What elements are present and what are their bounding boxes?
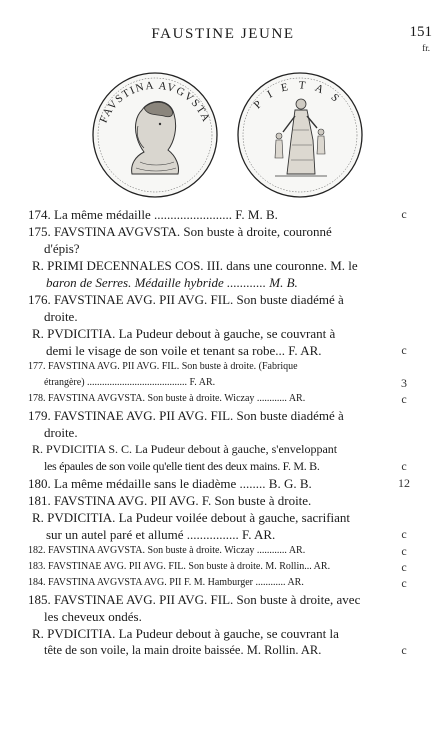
page-number: 151 [409,24,432,40]
entry-text: étrangère) ........................................ F. AR. [44,377,216,388]
catalogue-entry-183 [0,559,446,575]
entry-text: 182. FAVSTINA AVGVSTA. Son buste à droite. Wiczay ............ AR. [28,545,306,556]
catalogue-entry-174 [0,206,446,223]
coin-illustrations [90,70,360,200]
entry-text: 174. La même médaille ........................ F. M. B. [28,207,278,222]
catalogue-entry-185 [0,591,446,625]
catalogue-entry-184 [0,575,446,591]
entry-text: 180. La même médaille sans le diadème ........ B. G. B. [28,476,312,491]
rarity-value: c [401,576,407,590]
entry-text: tête de son voile, la main droite baissée. M. Rollin. AR. [44,643,322,657]
catalogue-entry-179 [0,407,446,441]
catalogue-entry-176-reverse [0,325,446,359]
entry-text: 185. FAVSTINAE AVG. PII AVG. FIL. Son buste à droite, avec [28,592,361,607]
entry-text: R. PVDICITIA. La Pudeur voilée debout à gauche, sacrifiant [32,510,351,525]
entry-text: 181. FAVSTINA AVG. PII AVG. F. Son buste à droite. [28,493,312,508]
catalogue-entry-179-reverse [0,441,446,475]
entry-text: R. PVDICITIA S. C. La Pudeur debout à gauche, s'enveloppant [32,442,338,456]
entry-text: les épaules de son voile qu'elle tient des deux mains. F. M. B. [44,459,320,473]
rarity-value: 12 [398,476,410,490]
catalogue-entry-175-reverse [0,257,446,291]
entry-text: 175. FAVSTINA AVGVSTA. Son buste à droite, couronné [28,224,332,239]
reverse-legend: PIETAS [251,79,349,112]
catalogue-entry-175 [0,223,446,257]
catalogue-entry-180 [0,475,446,492]
entry-text: les cheveux ondés. [44,609,142,624]
rarity-value: c [401,207,407,221]
rarity-value: c [401,527,407,541]
coin-obverse-image [90,70,220,200]
entry-text: droite. [44,309,78,324]
rarity-value: c [401,459,407,473]
entry-text: 179. FAVSTINAE AVG. PII AVG. FIL. Son buste diadémé à [28,408,344,423]
entry-text: droite. [44,425,78,440]
entry-text: R. PVDICITIA. La Pudeur debout à gauche, se couvrant la [32,626,339,641]
entry-text: demi le visage de son voile et tenant sa robe... F. AR. [46,343,322,358]
rarity-value: 3 [401,376,407,390]
rarity-value: c [401,560,407,574]
coin-reverse-drawing [235,70,365,200]
entry-text: 178. FAVSTINA AVGVSTA. Son buste à droite. Wiczay ............ AR. [28,393,306,404]
rarity-value: c [401,643,407,657]
catalogue-entry-178 [0,391,446,407]
rarity-value: c [401,544,407,558]
page-title: FAUSTINE JEUNE [151,26,295,42]
entry-text: 177. FAVSTINA AVG. PII AVG. FIL. Son buste à droite. (Fabrique [28,361,298,372]
catalogue-entry-181 [0,492,446,509]
coin-obverse-drawing [90,70,220,200]
entry-text: R. PVDICITIA. La Pudeur debout à gauche, se couvrant à [32,326,336,341]
catalogue-entries [0,206,446,659]
catalogue-entry-185-reverse [0,625,446,659]
entry-text: 183. FAVSTINAE AVG. PII AVG. FIL. Son buste à droite. M. Rollin... AR. [28,561,331,572]
catalogue-entry-177 [0,359,446,391]
catalogue-entry-176 [0,291,446,325]
rarity-value: c [401,343,407,357]
coin-reverse-image [235,70,365,200]
entry-text: sur un autel paré et allumé ................ F. AR. [46,527,276,542]
entry-text: baron de Serres. Médaille hybride ............ M. B. [46,275,298,290]
catalogue-entry-181-reverse [0,509,446,543]
rarity-value: c [401,392,407,406]
catalogue-entry-182 [0,543,446,559]
entry-text: 184. FAVSTINA AVGVSTA AVG. PII F. M. Hamburger ............ AR. [28,577,304,588]
obverse-legend: FAVSTINA AVGVSTA [97,79,213,125]
page-sub-label: fr. [422,43,430,53]
entry-text: R. PRIMI DECENNALES COS. III. dans une couronne. M. le [32,258,358,273]
entry-text: d'épis? [44,241,80,256]
entry-text: 176. FAVSTINAE AVG. PII AVG. FIL. Son buste diadémé à [28,292,344,307]
